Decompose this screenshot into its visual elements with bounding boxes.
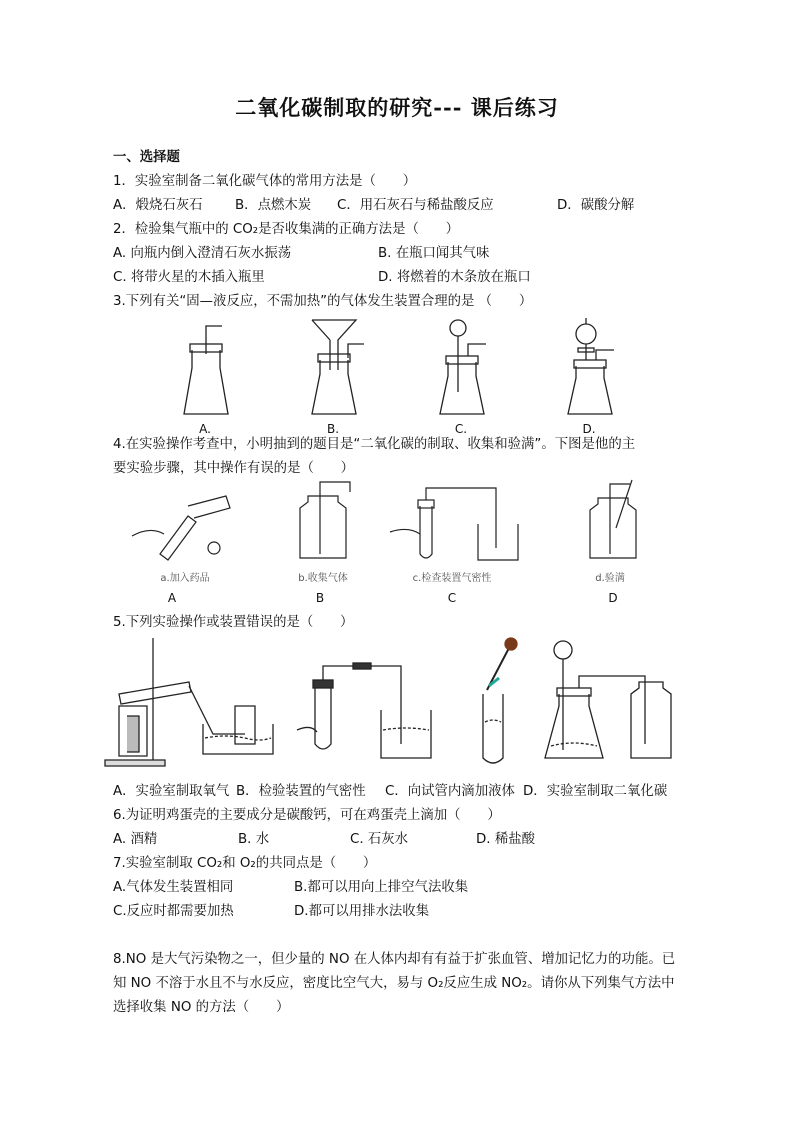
q3-apparatus-figure xyxy=(170,318,620,430)
q6-stem: 6.为证明鸡蛋壳的主要成分是碳酸钙，可在鸡蛋壳上滴加（ ） xyxy=(113,808,501,823)
q3-stem: 3.下列有关“固—液反应，不需加热”的气体发生装置合理的是 （ ） xyxy=(113,294,533,309)
page-title: 二氧化碳制取的研究--- 课后练习 xyxy=(235,95,559,120)
q3-label-c: C. xyxy=(454,422,468,436)
q1-stem: 1．实验室制备二氧化碳气体的常用方法是（ ） xyxy=(113,174,417,189)
q4-label-c: C xyxy=(447,591,457,605)
q5-oxygen-setup xyxy=(105,638,273,766)
q3-flask-a xyxy=(184,326,228,414)
q1-option-a: A．煅烧石灰石 xyxy=(113,198,203,213)
q4-steps-figure xyxy=(130,478,650,564)
q3-label-b: B. xyxy=(326,422,340,436)
q1-option-b: B．点燃木炭 xyxy=(235,198,312,213)
q7-option-a: A.气体发生装置相同 xyxy=(113,880,234,895)
q4-step-d-drawing xyxy=(590,480,636,558)
q6-option-a: A. 酒精 xyxy=(113,832,158,847)
q8-stem-line-1: 8.NO 是大气污染物之一，但少量的 NO 在人体内却有有益于扩张血管、增加记忆力的功能。已 xyxy=(113,952,676,967)
q4-step-a-drawing xyxy=(132,496,230,560)
q4-label-a: A xyxy=(167,591,177,605)
q2-option-a: A. 向瓶内倒入澄清石灰水振荡 xyxy=(113,246,292,261)
q5-option-d: D．实验室制取二氧化碳 xyxy=(523,784,668,799)
q3-label-d: D. xyxy=(582,422,596,436)
q5-co2-setup xyxy=(545,641,671,758)
q8-stem-line-2: 知 NO 不溶于水且不与水反应，密度比空气大，易与 O₂反应生成 NO₂。请你从下列集气方法中 xyxy=(113,976,675,991)
q4-caption-b: b.收集气体 xyxy=(298,573,348,584)
q4-stem-line-2: 要实验步骤，其中操作有误的是（ ） xyxy=(113,461,355,476)
q5-stem: 5.下列实验操作或装置错误的是（ ） xyxy=(113,615,354,630)
q7-option-b: B.都可以用向上排空气法收集 xyxy=(294,880,469,895)
q7-option-c: C.反应时都需要加热 xyxy=(113,904,234,919)
q2-option-b: B. 在瓶口闻其气味 xyxy=(378,246,490,261)
q6-option-b: B. 水 xyxy=(238,832,270,847)
q5-option-c: C．向试管内滴加液体 xyxy=(385,784,515,799)
q3-flask-b xyxy=(312,320,364,414)
q3-flask-c xyxy=(440,320,486,414)
q6-option-d: D. 稀盐酸 xyxy=(476,832,535,847)
q1-option-c: C．用石灰石与稀盐酸反应 xyxy=(337,198,494,213)
q6-option-c: C. 石灰水 xyxy=(350,832,409,847)
q4-caption-c: c.检查装置气密性 xyxy=(412,573,492,584)
q3-flask-d xyxy=(568,318,614,414)
q2-stem: 2．检验集气瓶中的 CO₂是否收集满的正确方法是（ ） xyxy=(113,222,460,237)
q4-label-b: B xyxy=(315,591,325,605)
q4-step-b-drawing xyxy=(300,482,350,558)
q5-airtight-check xyxy=(297,663,431,758)
q1-option-d: D．碳酸分解 xyxy=(557,198,635,213)
q5-option-b: B．检验装置的气密性 xyxy=(236,784,366,799)
q7-stem: 7.实验室制取 CO₂和 O₂的共同点是（ ） xyxy=(113,856,377,871)
q4-label-d: D xyxy=(608,591,618,605)
q7-option-d: D.都可以用排水法收集 xyxy=(294,904,430,919)
q3-label-a: A. xyxy=(199,422,211,436)
q2-option-c: C. 将带火星的木插入瓶里 xyxy=(113,270,265,285)
q5-apparatus-figure xyxy=(105,634,685,774)
section-heading: 一、选择题 xyxy=(113,150,180,165)
q8-stem-line-3: 选择收集 NO 的方法（ ） xyxy=(113,1000,290,1015)
q4-caption-d: d.验满 xyxy=(595,573,625,584)
q2-option-d: D. 将燃着的木条放在瓶口 xyxy=(378,270,531,285)
q5-dropper xyxy=(483,638,517,763)
q4-step-c-drawing xyxy=(390,488,518,560)
q4-stem-line-1: 4.在实验操作考查中，小明抽到的题目是“二氧化碳的制取、收集和验满”。下图是他的主 xyxy=(113,437,636,452)
q5-option-a: A．实验室制取氧气 xyxy=(113,784,230,799)
q4-caption-a: a.加入药品 xyxy=(160,573,210,584)
